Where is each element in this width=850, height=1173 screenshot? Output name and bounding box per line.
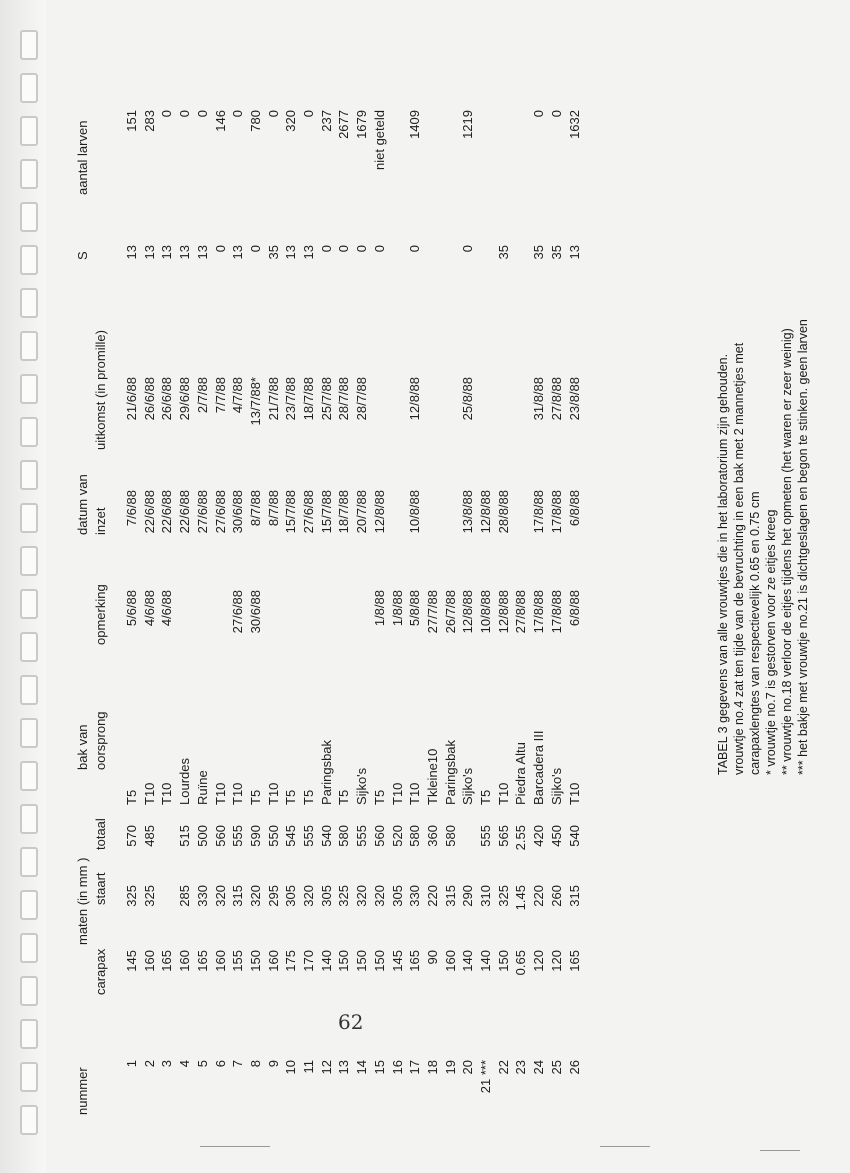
cell-staart: 320 bbox=[301, 885, 316, 907]
cell-carapax: 145 bbox=[389, 950, 405, 972]
header-opmerking: opmerking bbox=[93, 584, 108, 645]
cell-uitkomst: 18/7/88 bbox=[301, 377, 316, 421]
cell-staart: 330 bbox=[407, 885, 423, 907]
cell-opmerking: 27/7/88 bbox=[424, 590, 440, 634]
cell-inzet: 20/7/88 bbox=[354, 490, 370, 534]
caption-line: ** vrouwtje no.18 verloor de eitjes tijdens het opmeten (het waren er zeer weinig) bbox=[780, 328, 794, 775]
cell-totaal: 420 bbox=[531, 825, 547, 847]
cell-staart: 305 bbox=[318, 885, 334, 907]
cell-s: 35 bbox=[548, 245, 564, 260]
cell-uitkomst: 25/8/88 bbox=[460, 377, 476, 421]
cell-totaal: 560 bbox=[371, 825, 387, 847]
cell-opmerking: 5/6/88 bbox=[124, 590, 139, 627]
cell-uitkomst: 28/7/88 bbox=[336, 377, 352, 421]
cell-staart: 310 bbox=[478, 885, 493, 907]
cell-carapax: 145 bbox=[124, 950, 139, 972]
cell-inzet: 30/6/88 bbox=[230, 490, 246, 534]
cell-carapax: 150 bbox=[336, 950, 352, 972]
cell-bak: T10 bbox=[212, 782, 228, 805]
cell-bak: T5 bbox=[301, 789, 316, 805]
binder-ring bbox=[20, 116, 38, 146]
cell-staart: 285 bbox=[177, 885, 193, 907]
cell-nr: 20 bbox=[460, 1060, 476, 1075]
cell-opmerking: 12/8/88 bbox=[495, 590, 511, 634]
cell-staart: 330 bbox=[194, 885, 210, 907]
cell-opmerking: 6/8/88 bbox=[566, 590, 582, 627]
cell-bak: Barcadera III bbox=[531, 730, 547, 805]
caption-line: * vrouwtje no.7 is gestorven voor ze eitjes kreeg bbox=[764, 509, 778, 775]
header-carapax: carapax bbox=[93, 948, 108, 995]
cell-s: 13 bbox=[177, 245, 193, 260]
cell-totaal: 545 bbox=[283, 825, 299, 847]
cell-uitkomst: 28/7/88 bbox=[354, 377, 370, 421]
header-aantal-larven: aantal larven bbox=[75, 120, 90, 195]
cell-staart: 1.45 bbox=[513, 885, 529, 911]
cell-inzet: 15/7/88 bbox=[318, 490, 334, 534]
cell-staart: 320 bbox=[371, 885, 387, 907]
cell-inzet: 28/8/88 bbox=[495, 490, 511, 534]
cell-nr: 4 bbox=[177, 1060, 193, 1068]
binder-ring bbox=[20, 288, 38, 318]
cell-carapax: 170 bbox=[301, 950, 316, 972]
cell-carapax: 120 bbox=[548, 950, 564, 972]
cell-carapax: 90 bbox=[424, 950, 440, 965]
cell-nr: 6 bbox=[212, 1060, 228, 1068]
cell-carapax: 160 bbox=[442, 950, 458, 972]
cell-nr: 11 bbox=[301, 1060, 316, 1074]
cell-inzet: 6/8/88 bbox=[566, 490, 582, 527]
cell-s: 0 bbox=[371, 245, 387, 253]
cell-carapax: 160 bbox=[141, 950, 157, 972]
cell-bak: T5 bbox=[124, 789, 139, 805]
cell-carapax: 160 bbox=[265, 950, 281, 972]
cell-bak: Paringsbak bbox=[318, 739, 334, 805]
cell-nr: 22 bbox=[495, 1060, 511, 1075]
cell-nr: 24 bbox=[531, 1060, 547, 1075]
cell-totaal: 580 bbox=[442, 825, 458, 847]
cell-bak: T10 bbox=[389, 782, 405, 805]
header-inzet: inzet bbox=[93, 507, 108, 535]
cell-bak: T10 bbox=[495, 782, 511, 805]
cell-s: 13 bbox=[301, 245, 316, 260]
header-s: S bbox=[75, 251, 90, 260]
cell-staart: 325 bbox=[124, 885, 139, 907]
cell-opmerking: 12/8/88 bbox=[460, 590, 476, 634]
cell-s: 0 bbox=[212, 245, 228, 253]
caption-line: carapaxlengtes van respectievelijk 0.65 en 0.75 cm bbox=[748, 491, 762, 775]
cell-staart: 295 bbox=[265, 885, 281, 907]
cell-larven: 780 bbox=[247, 110, 263, 132]
footer-rule bbox=[760, 1150, 800, 1151]
cell-opmerking: 30/6/88 bbox=[247, 590, 263, 634]
cell-bak: T5 bbox=[283, 789, 299, 805]
binder-ring bbox=[20, 503, 38, 533]
cell-bak: Tkleine10 bbox=[424, 748, 440, 805]
cell-bak: T5 bbox=[336, 789, 352, 805]
cell-totaal: 580 bbox=[336, 825, 352, 847]
footer-rule bbox=[600, 1146, 650, 1147]
header-staart: staart bbox=[93, 872, 108, 905]
binder-ring bbox=[20, 632, 38, 662]
cell-s: 35 bbox=[531, 245, 547, 260]
cell-s: 13 bbox=[124, 245, 139, 260]
cell-inzet: 7/6/88 bbox=[124, 490, 139, 527]
cell-nr: 18 bbox=[424, 1060, 440, 1075]
cell-uitkomst: 25/7/88 bbox=[318, 377, 334, 421]
cell-s: 0 bbox=[354, 245, 370, 253]
cell-carapax: 150 bbox=[354, 950, 370, 972]
cell-s: 13 bbox=[230, 245, 246, 260]
cell-nr: 1 bbox=[124, 1060, 139, 1068]
binder-ring bbox=[20, 890, 38, 920]
cell-opmerking: 17/8/88 bbox=[548, 590, 564, 634]
cell-inzet: 18/7/88 bbox=[336, 490, 352, 534]
cell-inzet: 10/8/88 bbox=[407, 490, 423, 534]
cell-inzet: 27/6/88 bbox=[301, 490, 316, 534]
cell-inzet: 22/6/88 bbox=[159, 490, 175, 534]
cell-s: 0 bbox=[318, 245, 334, 253]
cell-nr: 15 bbox=[371, 1060, 387, 1075]
cell-totaal: 450 bbox=[548, 825, 564, 847]
cell-nr: 2 bbox=[141, 1060, 157, 1068]
cell-opmerking: 17/8/88 bbox=[531, 590, 547, 634]
table-caption bbox=[715, 85, 811, 775]
cell-bak: T10 bbox=[407, 782, 423, 805]
header-bak-van: bak van bbox=[75, 724, 90, 770]
cell-s: 13 bbox=[141, 245, 157, 260]
cell-s: 0 bbox=[460, 245, 476, 253]
cell-opmerking: 4/6/88 bbox=[159, 590, 175, 627]
cell-carapax: 140 bbox=[478, 950, 493, 972]
caption-line: TABEL 3 gegevens van alle vrouwtjes die in het laboratorium zijn gehouden. bbox=[716, 353, 730, 775]
header-maten: maten (in mm ) bbox=[75, 857, 90, 945]
cell-nr: 8 bbox=[247, 1060, 263, 1068]
cell-nr: 5 bbox=[194, 1060, 210, 1068]
cell-bak: Piedra Altu bbox=[513, 742, 529, 805]
cell-totaal: 580 bbox=[407, 825, 423, 847]
cell-nr: 23 bbox=[513, 1060, 529, 1075]
header-nummer: nummer bbox=[75, 1067, 90, 1115]
cell-staart: 315 bbox=[442, 885, 458, 907]
cell-carapax: 175 bbox=[283, 950, 299, 972]
binder-ring bbox=[20, 460, 38, 490]
cell-carapax: 140 bbox=[318, 950, 334, 972]
cell-inzet: 27/6/88 bbox=[194, 490, 210, 534]
cell-s: 13 bbox=[283, 245, 299, 260]
cell-bak: T10 bbox=[141, 782, 157, 805]
cell-carapax: 165 bbox=[407, 950, 423, 972]
cell-staart: 320 bbox=[354, 885, 370, 907]
cell-carapax: 150 bbox=[247, 950, 263, 972]
binder-ring bbox=[20, 675, 38, 705]
cell-totaal: 515 bbox=[177, 825, 193, 847]
cell-staart: 305 bbox=[283, 885, 299, 907]
cell-staart: 315 bbox=[230, 885, 246, 907]
cell-carapax: 120 bbox=[531, 950, 547, 972]
cell-staart: 315 bbox=[566, 885, 582, 907]
cell-inzet: 17/8/88 bbox=[531, 490, 547, 534]
cell-bak: T10 bbox=[265, 782, 281, 805]
cell-staart: 320 bbox=[212, 885, 228, 907]
cell-totaal: 555 bbox=[354, 825, 370, 847]
cell-opmerking: 4/6/88 bbox=[141, 590, 157, 627]
cell-carapax: 0.65 bbox=[513, 950, 529, 976]
cell-uitkomst: 29/6/88 bbox=[177, 377, 193, 421]
cell-nr: 21 *** bbox=[478, 1060, 493, 1094]
cell-uitkomst: 4/7/88 bbox=[230, 377, 246, 414]
cell-bak: T10 bbox=[566, 782, 582, 805]
cell-larven: 320 bbox=[283, 110, 299, 132]
header-uitkomst: uitkomst (in promille) bbox=[93, 330, 108, 450]
binder-ring bbox=[20, 73, 38, 103]
cell-uitkomst: 21/7/88 bbox=[265, 377, 281, 421]
cell-bak: Sijko's bbox=[354, 767, 370, 805]
cell-opmerking: 10/8/88 bbox=[478, 590, 493, 634]
cell-inzet: 12/8/88 bbox=[371, 490, 387, 534]
cell-opmerking: 5/8/88 bbox=[407, 590, 423, 627]
binder-ring bbox=[20, 589, 38, 619]
cell-bak: T5 bbox=[247, 789, 263, 805]
cell-uitkomst: 26/6/88 bbox=[159, 377, 175, 421]
cell-staart: 320 bbox=[247, 885, 263, 907]
cell-carapax: 165 bbox=[566, 950, 582, 972]
binder-ring bbox=[20, 331, 38, 361]
cell-uitkomst: 31/8/88 bbox=[531, 377, 547, 421]
cell-larven: 2677 bbox=[336, 110, 352, 139]
cell-carapax: 150 bbox=[495, 950, 511, 972]
cell-carapax: 160 bbox=[177, 950, 193, 972]
binder-ring bbox=[20, 374, 38, 404]
cell-carapax: 165 bbox=[194, 950, 210, 972]
cell-larven: 0 bbox=[194, 110, 210, 118]
header-oorsprong: oorsprong bbox=[93, 711, 108, 770]
cell-carapax: 150 bbox=[371, 950, 387, 972]
cell-inzet: 17/8/88 bbox=[548, 490, 564, 534]
binder-ring bbox=[20, 30, 38, 60]
cell-larven: 0 bbox=[230, 110, 246, 118]
cell-nr: 25 bbox=[548, 1060, 564, 1075]
cell-staart: 305 bbox=[389, 885, 405, 907]
cell-staart: 220 bbox=[424, 885, 440, 907]
cell-staart: 325 bbox=[336, 885, 352, 907]
cell-totaal: 550 bbox=[265, 825, 281, 847]
cell-nr: 12 bbox=[318, 1060, 334, 1075]
cell-staart: 325 bbox=[141, 885, 157, 907]
cell-inzet: 15/7/88 bbox=[283, 490, 299, 534]
binder-ring bbox=[20, 1062, 38, 1092]
cell-nr: 26 bbox=[566, 1060, 582, 1075]
footer-rule bbox=[200, 1146, 270, 1147]
binder-ring bbox=[20, 1019, 38, 1049]
cell-carapax: 140 bbox=[460, 950, 476, 972]
cell-staart: 290 bbox=[460, 885, 476, 907]
cell-larven: 0 bbox=[548, 110, 564, 118]
cell-opmerking: 27/8/88 bbox=[513, 590, 529, 634]
cell-bak: Paringsbak bbox=[442, 739, 458, 805]
cell-bak: Sijko's bbox=[460, 767, 476, 805]
cell-uitkomst: 26/6/88 bbox=[141, 377, 157, 421]
cell-bak: T10 bbox=[230, 782, 246, 805]
cell-uitkomst: 13/7/88* bbox=[247, 377, 263, 426]
cell-nr: 13 bbox=[336, 1060, 352, 1075]
caption-line: *** het bakje met vrouwtje no.21 is dichtgeslagen en begon te stinken. geen larven bbox=[796, 319, 810, 775]
cell-larven: 0 bbox=[531, 110, 547, 118]
cell-nr: 17 bbox=[407, 1060, 423, 1075]
cell-opmerking: 27/6/88 bbox=[230, 590, 246, 634]
cell-uitkomst: 23/7/88 bbox=[283, 377, 299, 421]
cell-uitkomst: 23/8/88 bbox=[566, 377, 582, 421]
cell-totaal: 2.55 bbox=[513, 825, 529, 851]
cell-s: 0 bbox=[336, 245, 352, 253]
cell-nr: 16 bbox=[389, 1060, 405, 1075]
cell-larven: 237 bbox=[318, 110, 334, 132]
cell-inzet: 22/6/88 bbox=[141, 490, 157, 534]
binder-ring bbox=[20, 417, 38, 447]
cell-nr: 10 bbox=[283, 1060, 299, 1075]
cell-uitkomst: 2/7/88 bbox=[194, 377, 210, 414]
cell-totaal: 560 bbox=[212, 825, 228, 847]
cell-inzet: 12/8/88 bbox=[478, 490, 493, 534]
cell-s: 13 bbox=[159, 245, 175, 260]
cell-totaal: 485 bbox=[141, 825, 157, 847]
cell-bak: Ruïne bbox=[194, 770, 210, 805]
cell-bak: T5 bbox=[478, 789, 493, 805]
cell-carapax: 155 bbox=[230, 950, 246, 972]
cell-larven: 0 bbox=[301, 110, 316, 118]
cell-larven: 0 bbox=[159, 110, 175, 118]
rotated-table bbox=[75, 65, 810, 1115]
cell-larven: 0 bbox=[265, 110, 281, 118]
cell-staart: 220 bbox=[531, 885, 547, 907]
binder-ring bbox=[20, 804, 38, 834]
cell-larven: niet geteld bbox=[371, 110, 387, 170]
binder-ring bbox=[20, 976, 38, 1006]
cell-carapax: 165 bbox=[159, 950, 175, 972]
binder-ring bbox=[20, 1105, 38, 1135]
binder-ring bbox=[20, 761, 38, 791]
cell-larven: 1219 bbox=[460, 110, 476, 139]
cell-inzet: 27/6/88 bbox=[212, 490, 228, 534]
header-totaal: totaal bbox=[93, 818, 108, 850]
cell-nr: 14 bbox=[354, 1060, 370, 1075]
cell-opmerking: 26/7/88 bbox=[442, 590, 458, 634]
cell-nr: 9 bbox=[265, 1060, 281, 1068]
cell-bak: T5 bbox=[371, 789, 387, 805]
cell-totaal: 540 bbox=[566, 825, 582, 847]
binder-ring bbox=[20, 847, 38, 877]
cell-s: 35 bbox=[265, 245, 281, 260]
cell-totaal: 570 bbox=[124, 825, 139, 847]
cell-totaal: 555 bbox=[301, 825, 316, 847]
cell-larven: 283 bbox=[141, 110, 157, 132]
cell-uitkomst: 21/6/88 bbox=[124, 377, 139, 421]
cell-s: 0 bbox=[407, 245, 423, 253]
cell-inzet: 22/6/88 bbox=[177, 490, 193, 534]
cell-nr: 7 bbox=[230, 1060, 246, 1068]
cell-opmerking: 1/8/88 bbox=[371, 590, 387, 627]
cell-totaal: 555 bbox=[478, 825, 493, 847]
cell-uitkomst: 7/7/88 bbox=[212, 377, 228, 414]
binder-ring bbox=[20, 159, 38, 189]
cell-carapax: 160 bbox=[212, 950, 228, 972]
caption-line: vrouwtje no.4 zat ten tijde van de bevruchting in een bak met 2 mannetjes met bbox=[732, 342, 746, 775]
cell-s: 13 bbox=[194, 245, 210, 260]
cell-staart: 325 bbox=[495, 885, 511, 907]
cell-inzet: 8/7/88 bbox=[265, 490, 281, 527]
header-datum-van: datum van bbox=[75, 474, 90, 535]
cell-totaal: 590 bbox=[247, 825, 263, 847]
cell-uitkomst: 27/8/88 bbox=[548, 377, 564, 421]
binder-ring bbox=[20, 933, 38, 963]
cell-totaal: 565 bbox=[495, 825, 511, 847]
page-number: 62 bbox=[338, 1010, 364, 1034]
cell-nr: 3 bbox=[159, 1060, 175, 1068]
cell-totaal: 540 bbox=[318, 825, 334, 847]
cell-bak: Lourdes bbox=[177, 758, 193, 805]
cell-inzet: 13/8/88 bbox=[460, 490, 476, 534]
cell-inzet: 8/7/88 bbox=[247, 490, 263, 527]
cell-nr: 19 bbox=[442, 1060, 458, 1075]
cell-bak: Sijko's bbox=[548, 767, 564, 805]
cell-larven: 0 bbox=[177, 110, 193, 118]
cell-larven: 151 bbox=[124, 110, 139, 132]
cell-s: 13 bbox=[566, 245, 582, 260]
binder-ring bbox=[20, 245, 38, 275]
cell-opmerking: 1/8/88 bbox=[389, 590, 405, 627]
cell-totaal: 500 bbox=[194, 825, 210, 847]
cell-s: 35 bbox=[495, 245, 511, 260]
binder-ring bbox=[20, 718, 38, 748]
cell-larven: 146 bbox=[212, 110, 228, 132]
cell-larven: 1679 bbox=[354, 110, 370, 139]
binder-ring bbox=[20, 546, 38, 576]
cell-staart: 260 bbox=[548, 885, 564, 907]
cell-bak: T10 bbox=[159, 782, 175, 805]
cell-larven: 1409 bbox=[407, 110, 423, 139]
cell-totaal: 520 bbox=[389, 825, 405, 847]
cell-totaal: 360 bbox=[424, 825, 440, 847]
cell-s: 0 bbox=[247, 245, 263, 253]
binder-ring bbox=[20, 202, 38, 232]
cell-uitkomst: 12/8/88 bbox=[407, 377, 423, 421]
cell-totaal: 555 bbox=[230, 825, 246, 847]
cell-larven: 1632 bbox=[566, 110, 582, 139]
